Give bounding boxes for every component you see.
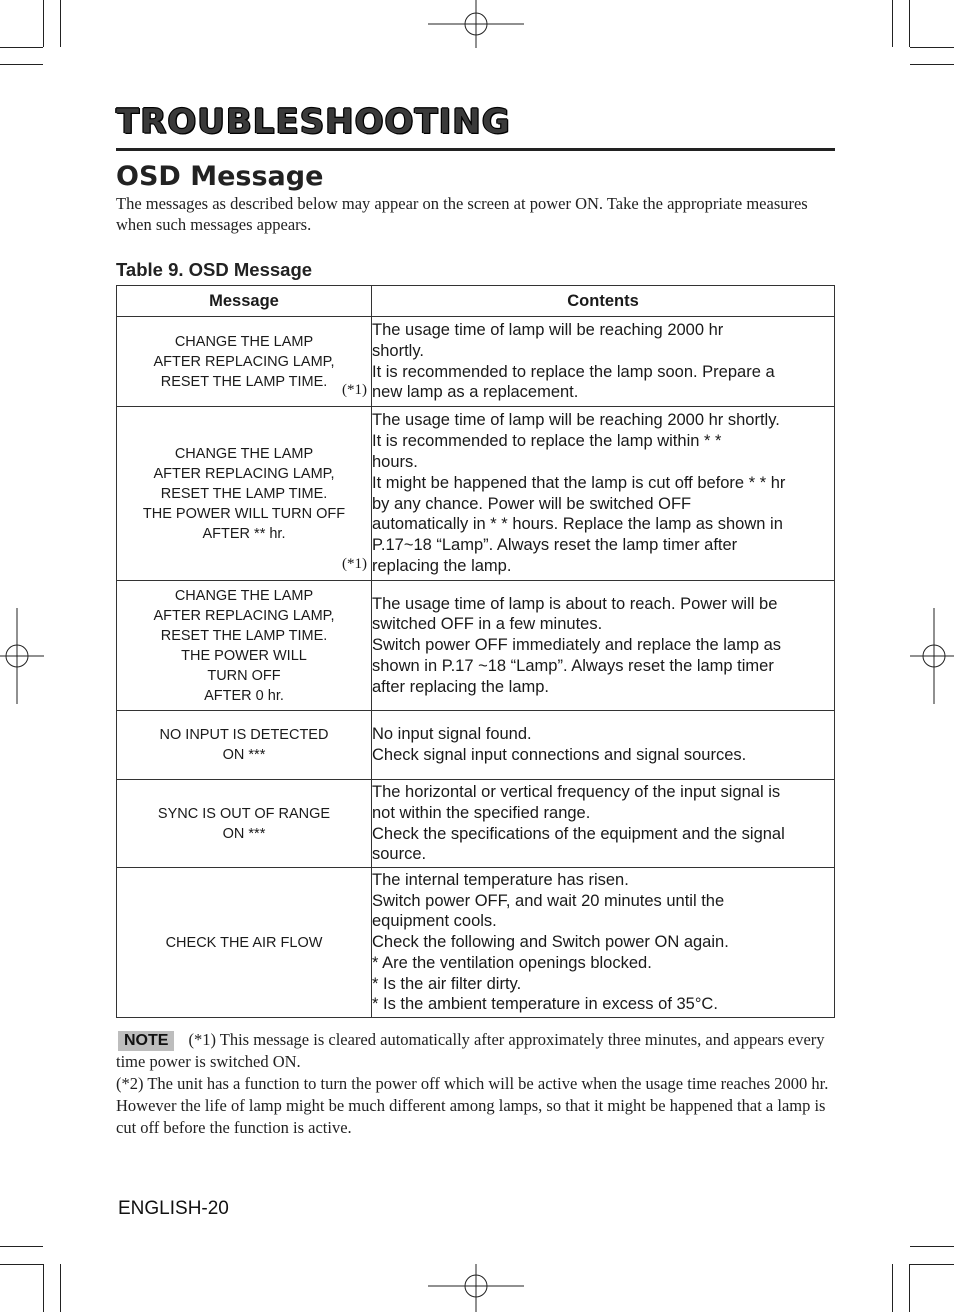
message-line: THE POWER WILL TURN OFF	[142, 505, 346, 522]
message-line: CHECK THE AIR FLOW	[165, 934, 323, 951]
contents-line: replacing the lamp.	[372, 556, 512, 575]
header-message: Message	[117, 286, 372, 317]
note-section	[116, 1029, 836, 1139]
page-title: TROUBLESHOOTING	[116, 102, 511, 142]
message-line: RESET THE LAMP TIME.	[160, 373, 328, 390]
table-header-row	[117, 286, 835, 317]
message-line: SYNC IS OUT OF RANGE	[157, 805, 331, 822]
contents-line: The usage time of lamp will be reaching 2000 hr	[372, 320, 724, 339]
contents-line: Check the following and Switch power ON again.	[372, 933, 729, 952]
contents-cell	[372, 711, 835, 780]
contents-line: The usage time of lamp will be reaching 2000 hr shortly.	[372, 411, 780, 430]
contents-line: switched OFF in a few minutes.	[372, 615, 603, 634]
contents-line: shortly.	[372, 341, 424, 360]
contents-line: * Are the ventilation openings blocked.	[372, 953, 652, 972]
contents-line: Check the specifications of the equipment and the signal	[372, 824, 785, 843]
contents-cell	[372, 868, 835, 1018]
message-line: RESET THE LAMP TIME.	[160, 485, 328, 502]
message-cell	[117, 317, 372, 407]
message-line: AFTER REPLACING LAMP,	[153, 607, 335, 624]
message-line: AFTER REPLACING LAMP,	[153, 465, 335, 482]
contents-line: Switch power OFF, and wait 20 minutes until the	[372, 891, 725, 910]
table-row	[117, 868, 835, 1018]
contents-line: No input signal found.	[372, 725, 532, 744]
contents-line: shown in P.17 ~18 “Lamp”. Always reset the lamp timer	[372, 656, 774, 675]
title-rule	[116, 148, 835, 151]
contents-line: The horizontal or vertical frequency of the input signal is	[372, 782, 781, 801]
section-title: OSD Message	[116, 161, 324, 192]
table-caption: Table 9. OSD Message	[116, 259, 313, 280]
message-line: ON ***	[222, 747, 266, 763]
registration-mark-left	[0, 608, 44, 704]
footnote-mark: (*1)	[342, 556, 367, 572]
contents-line: It might be happened that the lamp is cut off before * * hr	[372, 473, 786, 492]
message-line: ON ***	[222, 825, 266, 842]
table-row	[117, 317, 835, 407]
contents-line: by any chance. Power will be switched OFF	[372, 494, 692, 513]
message-line: CHANGE THE LAMP	[174, 333, 314, 350]
contents-line: equipment cools.	[372, 912, 497, 931]
osd-message-table	[116, 285, 835, 1018]
contents-line: The internal temperature has risen.	[372, 870, 629, 889]
message-line: AFTER 0 hr.	[204, 687, 284, 704]
contents-line: It is recommended to replace the lamp within * *	[372, 432, 722, 451]
note-2-text: (*2) The unit has a function to turn the power off which will be active when the usage time reaches 2000 hr. However the life of lamp might be much different among lamps, so that it might be happened that a lamp is cut off before the function is active.	[116, 1074, 829, 1137]
contents-cell	[372, 780, 835, 868]
contents-line: after replacing the lamp.	[372, 677, 550, 696]
table-row	[117, 407, 835, 581]
registration-mark-top	[428, 0, 524, 48]
table-row	[117, 581, 835, 711]
contents-line: new lamp as a replacement.	[372, 383, 579, 402]
note-badge: NOTE	[118, 1031, 174, 1051]
page-number: ENGLISH-20	[118, 1198, 229, 1219]
registration-mark-bottom	[428, 1264, 524, 1312]
message-cell	[117, 868, 372, 1018]
contents-line: The usage time of lamp is about to reach. Power will be	[372, 594, 778, 613]
note-1-text: (*1) This message is cleared automatically after approximately three minutes, and appears every time power is switched ON.	[116, 1030, 825, 1071]
message-cell	[117, 780, 372, 868]
message-line: AFTER ** hr.	[202, 525, 286, 542]
contents-cell	[372, 581, 835, 711]
footnote-mark: (*1)	[342, 382, 367, 398]
message-line: THE POWER WILL	[181, 647, 307, 664]
intro-text: The messages as described below may appear on the screen at power ON. Take the appropriate measures when such messages appears.	[116, 194, 808, 234]
contents-line: Switch power OFF immediately and replace the lamp as	[372, 636, 782, 655]
message-line: CHANGE THE LAMP	[174, 445, 314, 462]
table-row	[117, 711, 835, 780]
message-line: TURN OFF	[207, 667, 281, 684]
message-cell	[117, 407, 372, 581]
contents-cell	[372, 407, 835, 581]
contents-line: hours.	[372, 452, 418, 471]
contents-cell	[372, 317, 835, 407]
contents-line: It is recommended to replace the lamp soon. Prepare a	[372, 362, 775, 381]
contents-line: * Is the air filter dirty.	[372, 974, 522, 993]
message-cell	[117, 711, 372, 780]
contents-line: Check signal input connections and signal sources.	[372, 746, 747, 764]
message-cell	[117, 581, 372, 711]
contents-line: automatically in * * hours. Replace the lamp as shown in	[372, 515, 783, 534]
note-1	[116, 1029, 836, 1073]
header-contents: Contents	[372, 286, 835, 317]
message-line: AFTER REPLACING LAMP,	[153, 353, 335, 370]
message-line: NO INPUT IS DETECTED	[159, 727, 329, 743]
contents-line: P.17~18 “Lamp”. Always reset the lamp timer after	[372, 536, 738, 555]
message-line: RESET THE LAMP TIME.	[160, 627, 328, 644]
registration-mark-right	[910, 608, 954, 704]
table-row	[117, 780, 835, 868]
contents-line: source.	[372, 845, 427, 864]
message-line: CHANGE THE LAMP	[174, 587, 314, 604]
contents-line: * Is the ambient temperature in excess of 35°C.	[372, 995, 718, 1014]
contents-line: not within the specified range.	[372, 803, 591, 822]
